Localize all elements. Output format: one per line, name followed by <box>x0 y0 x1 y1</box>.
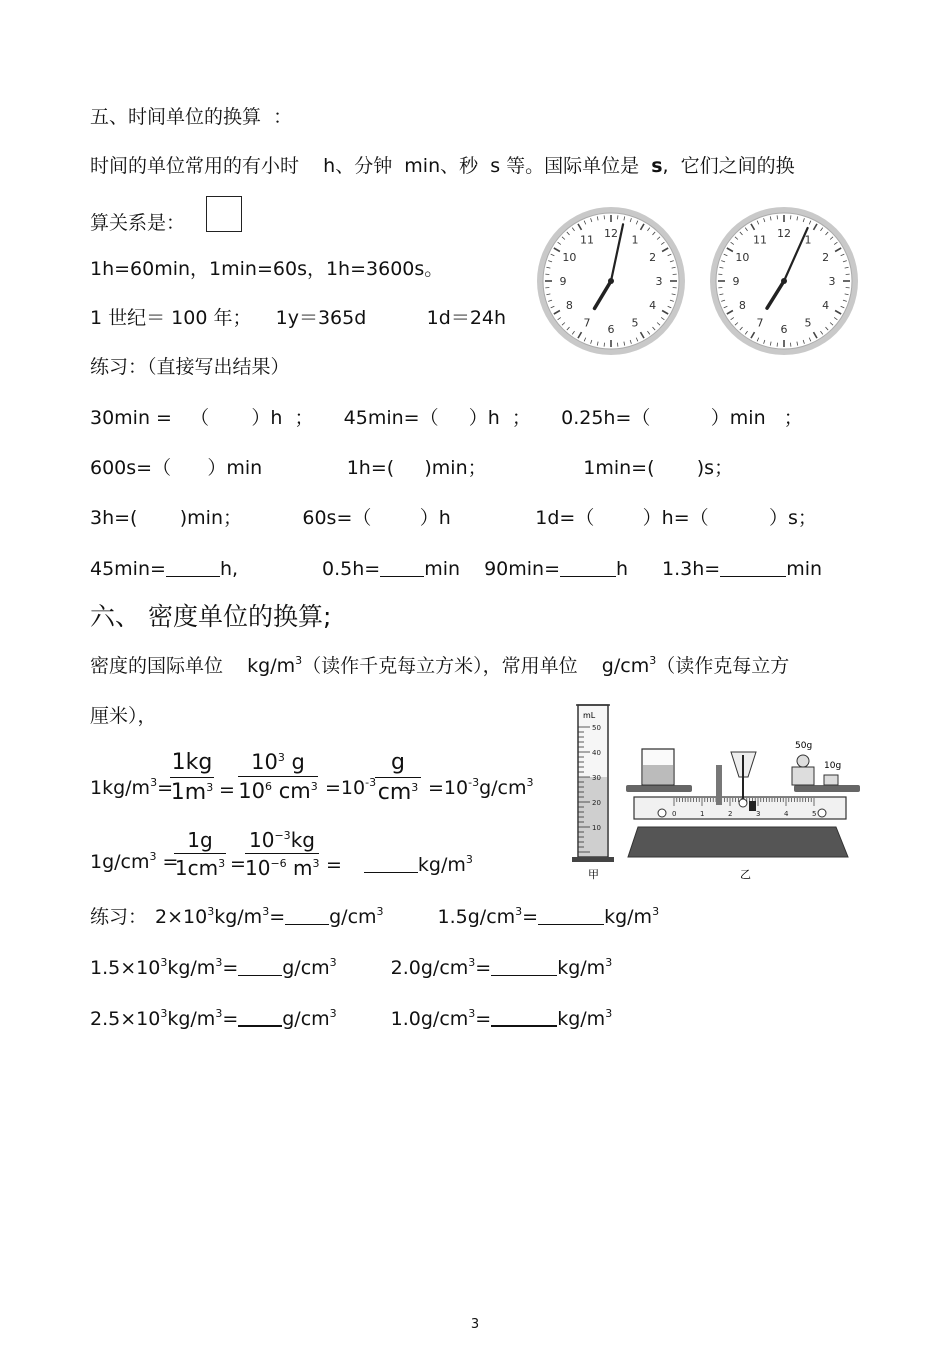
density-practice-row-1: 练习： $2\times 10^3kg/m^3= g/cm^3$ $1.5g/cm^3= kg/m^3$ <box>90 905 660 928</box>
clock-number: 2 <box>649 251 657 264</box>
answer-blank <box>560 559 616 577</box>
section5-intro: 时间的单位常用的有小时 h、分钟 min、秒 s 等。国际单位是 s, 它们之间的换 <box>90 155 795 177</box>
clock-number: 8 <box>738 299 746 312</box>
clock-number: 3 <box>828 275 836 288</box>
clock-number: 5 <box>804 316 812 330</box>
ruler-tick-label: 4 <box>784 810 789 818</box>
clock-number: 12 <box>777 227 791 240</box>
ruler-tick-label: 3 <box>756 810 761 818</box>
clock-number: 12 <box>604 227 618 240</box>
clock-number: 1 <box>631 233 639 247</box>
answer-blank <box>238 1008 282 1027</box>
section5-title: 五、时间单位的换算 ： <box>90 106 293 128</box>
answer-blank <box>491 958 557 976</box>
eq1-lhs: $1kg/m^3=$ <box>90 776 173 799</box>
cylinder-tick-label: 50 <box>592 724 601 732</box>
eq1-fraction-1: 1kg $1m^3$ <box>170 750 214 805</box>
clock-number: 8 <box>565 299 573 312</box>
clock-number: 10 <box>562 251 577 264</box>
ruler-tick-label: 2 <box>728 810 733 818</box>
page-number: 3 <box>470 1317 480 1332</box>
answer-blank <box>491 1008 557 1027</box>
section6-intro: 密度的国际单位 $kg/m^3$（读作千克每立方米），常用单位 $g/cm^3$（读作克每立方 <box>90 654 790 677</box>
clock-number: 11 <box>580 233 594 247</box>
time-relation-1: 1h=60min，1min=60s，1h=3600s。 <box>90 258 444 280</box>
eq2-fraction-2: $10^{-3}kg$ $10^{-6}$ $m^3$ <box>245 828 320 880</box>
time-relation-2: 1 世纪＝ 100 年； 1y＝365d 1d＝24h <box>90 307 507 329</box>
section6-title: 六、 密度单位的换算; <box>90 602 332 631</box>
cylinder-tick-label: 30 <box>592 774 601 782</box>
clock-number: 6 <box>607 323 615 336</box>
time-question-row-1: 30min = （ ）h ； 45min=（ ）h ； 0.25h=（ ）min ； <box>90 407 803 429</box>
clock-face-2 <box>705 205 863 357</box>
eq1-fraction-3: g $cm^3$ <box>375 752 421 804</box>
eq1-fraction-2: $10^3$ g $10^6$ $cm^3$ <box>238 750 318 803</box>
ruler-tick-label: 5 <box>812 810 817 818</box>
figure-label-right: 乙 <box>740 868 751 881</box>
density-practice-row-2: $1.5\times 10^3kg/m^3= g/cm^3$ $2.0g/cm^3= kg/m^3$ <box>90 956 613 979</box>
cylinder-unit-label: mL <box>583 711 596 720</box>
answer-blank <box>238 958 282 976</box>
section6-intro-line2: 厘米）， <box>90 705 157 727</box>
clock-number: 6 <box>780 323 788 336</box>
cylinder-and-balance-illustration <box>566 697 866 882</box>
time-question-row-3: 3h=( )min； 60s=（ ）h 1d=（ ）h=（ ）s； <box>90 507 817 529</box>
weight-10g-label: 10g <box>824 761 842 771</box>
time-question-row-2: 600s=（ ）min 1h=( )min； 1min=( )s； <box>90 457 734 479</box>
answer-blank <box>364 855 418 873</box>
balance-scale <box>626 741 860 857</box>
clock-number: 10 <box>735 251 750 264</box>
cylinder-tick-label: 10 <box>592 824 601 832</box>
cylinder-tick-label: 40 <box>592 749 601 757</box>
answer-blank <box>166 559 220 577</box>
clock-face-1 <box>532 205 690 357</box>
section5-intro-line2: 算关系是： <box>90 212 186 234</box>
graduated-cylinder <box>572 705 614 862</box>
density-practice-row-3: $2.5\times 10^3kg/m^3= g/cm^3$ $1.0g/cm^3= kg/m^3$ <box>90 1007 613 1030</box>
clock-number: 11 <box>753 233 767 247</box>
clock-number: 1 <box>804 233 812 247</box>
eq2-fraction-1: 1g $1cm^3$ <box>174 828 226 880</box>
figure-label-left: 甲 <box>588 868 599 881</box>
clock-number: 5 <box>631 316 639 330</box>
checkbox-square <box>206 196 242 232</box>
ruler-tick-label: 0 <box>672 810 677 818</box>
eq2-lhs: $1g/cm^3$ = <box>90 850 179 873</box>
clock-number: 7 <box>756 316 764 330</box>
rider <box>749 801 756 811</box>
answer-blank <box>538 907 604 925</box>
answer-blank <box>720 559 786 577</box>
cylinder-tick-label: 20 <box>592 799 601 807</box>
clock-number: 3 <box>655 275 663 288</box>
answer-blank <box>285 907 329 925</box>
ruler-tick-label: 1 <box>700 810 705 818</box>
clock-number: 4 <box>649 299 657 312</box>
practice-heading: 练习：（直接写出结果） <box>90 356 290 378</box>
clock-number: 9 <box>732 275 740 288</box>
clock-number: 9 <box>559 275 567 288</box>
clock-number: 7 <box>583 316 591 330</box>
weight-50g-label: 50g <box>795 741 813 751</box>
answer-blank <box>380 559 424 577</box>
clock-number: 2 <box>822 251 830 264</box>
time-question-row-4: 45min= h, 0.5h= min 90min= h 1.3h= min <box>90 558 823 580</box>
clock-number: 4 <box>822 299 830 312</box>
